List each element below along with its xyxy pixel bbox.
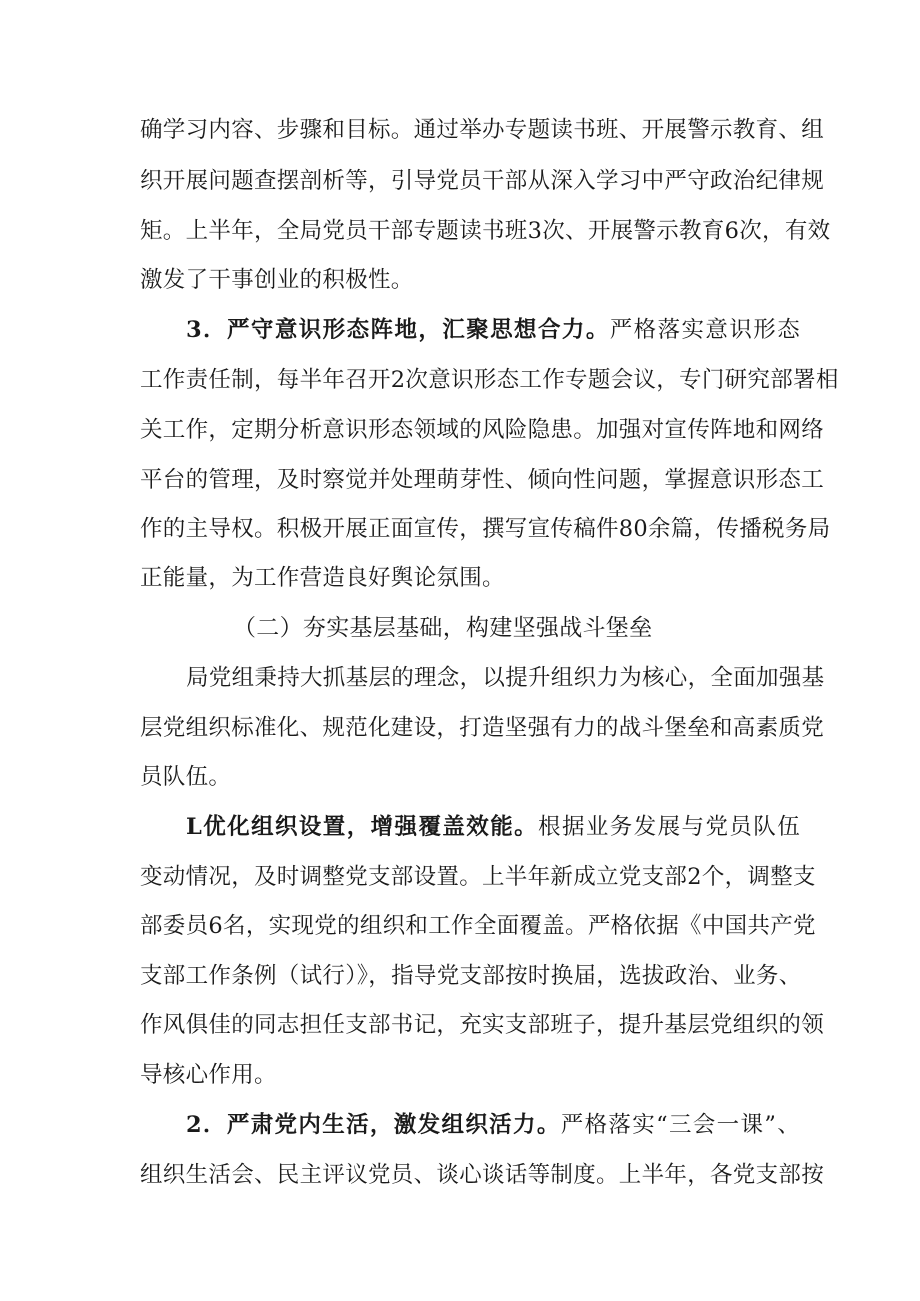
section-heading: （二）夯实基层基础，构建坚强战斗堡垒	[233, 615, 653, 641]
text-line: 织开展问题查摆剖析等，引导党员干部从深入学习中严守政治纪律规	[140, 168, 825, 194]
text-line: 支部工作条例（试行）》，指导党支部按时换届，选拔政治、业务、	[140, 963, 802, 989]
text-line: 正能量，为工作营造良好舆论氛围。	[140, 565, 505, 591]
text-line: 矩。上半年，全局党员干部专题读书班3次、开展警示教育6次，有效	[140, 218, 831, 244]
intro-first-line: 局党组秉持大抓基层的理念，以提升组织力为核心，全面加强基	[186, 665, 825, 691]
text-line: 部委员6名，实现党的组织和工作全面覆盖。严格依据《中国共产党	[140, 913, 816, 939]
paragraph-2-first-line	[186, 1110, 800, 1140]
text-line: 激发了干事创业的积极性。	[140, 267, 414, 293]
text-line: 工作责任制，每半年召开2次意识形态工作专题会议，专门研究部署相	[140, 367, 839, 393]
text-line: 平台的管理，及时察觉并处理萌芽性、倾向性问题，掌握意识形态工	[140, 467, 825, 493]
text-line: 作风俱佳的同志担任支部书记，充实支部班子，提升基层党组织的领	[140, 1012, 825, 1038]
paragraph-3-first-line	[186, 315, 800, 345]
text-line: 层党组织标准化、规范化建设，打造坚强有力的战斗堡垒和高素质党	[140, 715, 825, 741]
text-line: 组织生活会、民主评议党员、谈心谈话等制度。上半年，各党支部按	[140, 1162, 825, 1188]
text-line: 变动情况，及时调整党支部设置。上半年新成立党支部2个，调整支	[140, 864, 816, 890]
text-line: 作的主导权。积极开展正面宣传，撰写宣传稿件80余篇，传播税务局	[140, 516, 831, 542]
paragraph-1-first-line	[186, 812, 800, 842]
paragraph-2-text: 严格落实“三会一课”、	[560, 1112, 800, 1138]
text-line: 员队伍。	[140, 764, 232, 790]
paragraph-3-lead: 3．严守意识形态阵地，汇聚思想合力。	[186, 317, 610, 343]
paragraph-2-lead: 2．严肃党内生活，激发组织活力。	[186, 1112, 561, 1138]
text-line: 导核心作用。	[140, 1062, 277, 1088]
paragraph-1-text: 根据业务发展与党员队伍	[538, 814, 800, 840]
paragraph-1-lead: L优化组织设置，增强覆盖效能。	[186, 814, 539, 840]
text-line: 关工作，定期分析意识形态领域的风险隐患。加强对宣传阵地和网络	[140, 417, 825, 443]
paragraph-3-text: 严格落实意识形态	[609, 317, 800, 343]
text-line: 确学习内容、步骤和目标。通过举办专题读书班、开展警示教育、组	[140, 117, 825, 143]
